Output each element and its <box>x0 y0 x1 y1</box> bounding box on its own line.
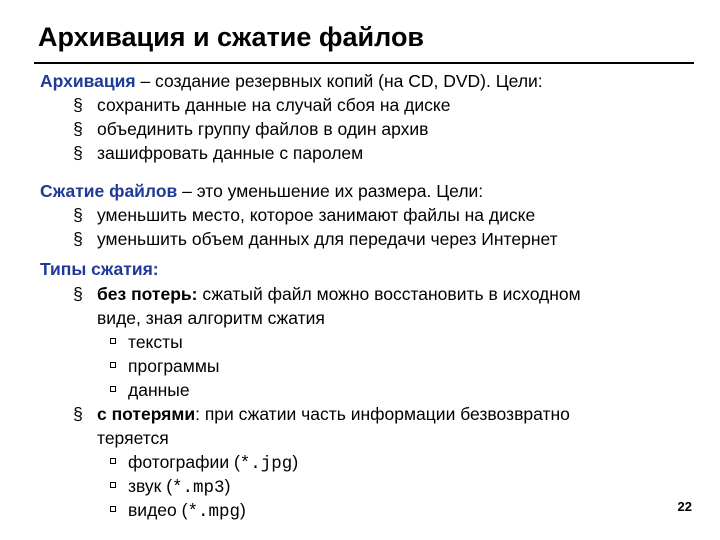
file-extension: *.mpg <box>187 502 240 522</box>
hollow-square-bullet-icon <box>110 362 116 368</box>
lossy-text-continued: теряется <box>97 428 169 448</box>
file-extension: *.jpg <box>239 454 293 474</box>
list-item <box>73 118 429 140</box>
lossless-text-continued: виде, зная алгоритм сжатия <box>97 308 325 328</box>
square-bullet-icon: § <box>73 119 83 139</box>
lossless-example: тексты <box>128 332 183 352</box>
types-heading: Типы сжатия: <box>40 259 159 279</box>
compression-goal: уменьшить место, которое занимают файлы на диске <box>97 205 536 225</box>
lossy-label: с потерями <box>97 404 196 424</box>
lossy-text: : при сжатии часть информации безвозвратно <box>195 404 570 424</box>
file-extension: *.mp3 <box>172 478 225 498</box>
slide-title: Архивация и сжатие файлов <box>38 22 425 52</box>
title-underline <box>34 62 694 64</box>
archiving-goal: сохранить данные на случай сбоя на диске <box>97 95 451 115</box>
lossless-example: программы <box>128 356 220 376</box>
hollow-square-bullet-icon <box>110 458 116 464</box>
list-item: видео (*.mpg) <box>128 499 246 523</box>
archiving-term: Архивация <box>40 71 136 91</box>
hollow-square-bullet-icon <box>110 482 116 488</box>
square-bullet-icon: § <box>73 284 83 304</box>
compression-term: Сжатие файлов <box>40 181 178 201</box>
compression-definition <box>40 180 483 202</box>
square-bullet-icon: § <box>73 95 83 115</box>
hollow-square-bullet-icon <box>110 506 116 512</box>
list-item <box>128 331 183 353</box>
square-bullet-icon: § <box>73 205 83 225</box>
list-item <box>128 379 190 401</box>
list-item <box>73 403 570 425</box>
hollow-square-bullet-icon <box>110 386 116 392</box>
list-item <box>73 94 451 116</box>
archiving-goal: зашифровать данные с паролем <box>97 143 364 163</box>
lossless-text: сжатый файл можно восстановить в исходном <box>197 284 581 304</box>
compression-definition-text: – это уменьшение их размера. Цели: <box>177 181 484 201</box>
list-item: фотографии (*.jpg) <box>128 451 298 475</box>
list-item: звук (*.mp3) <box>128 475 230 499</box>
lossless-label: без потерь: <box>97 284 198 304</box>
list-item <box>73 283 581 305</box>
square-bullet-icon: § <box>73 404 83 424</box>
archiving-goal: объединить группу файлов в один архив <box>97 119 429 139</box>
list-item <box>128 355 219 377</box>
compression-goal: уменьшить объем данных для передачи через Интернет <box>97 229 558 249</box>
page-number: 22 <box>677 499 692 514</box>
list-item <box>73 204 536 226</box>
archiving-definition-text: – создание резервных копий (на CD, DVD). Цели: <box>135 71 543 91</box>
list-item <box>73 142 364 164</box>
square-bullet-icon: § <box>73 143 83 163</box>
lossless-example: данные <box>128 380 190 400</box>
hollow-square-bullet-icon <box>110 338 116 344</box>
square-bullet-icon: § <box>73 229 83 249</box>
list-item <box>73 228 558 250</box>
archiving-definition <box>40 70 543 92</box>
